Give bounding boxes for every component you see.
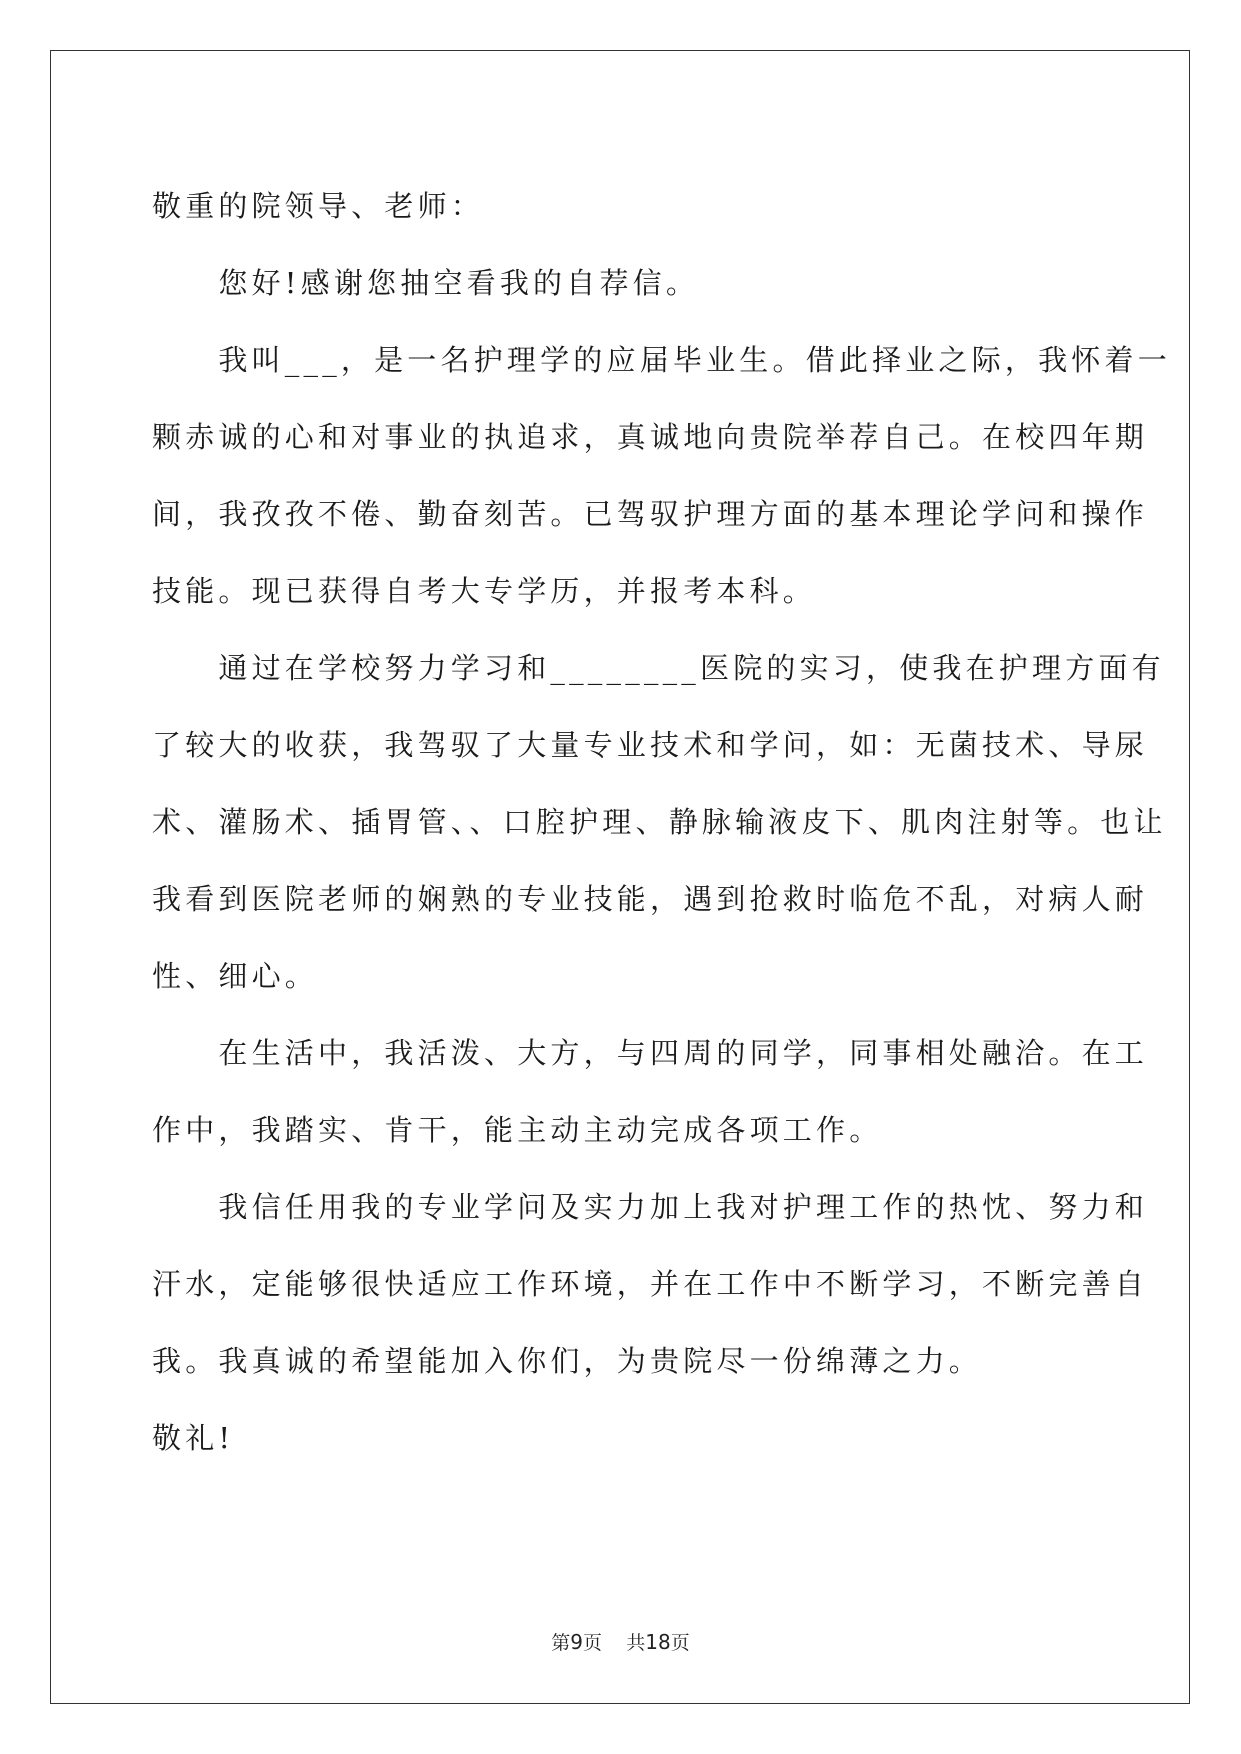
text-line: 间，我孜孜不倦、勤奋刻苦。已驾驭护理方面的基本理论学问和操作 [152, 497, 1149, 531]
text-line: 我叫___，是一名护理学的应届毕业生。借此择业之际，我怀着一 [152, 343, 1171, 377]
salutation: 敬重的院领导、老师： [152, 189, 485, 223]
text-line: 汗水，定能够很快适应工作环境，并在工作中不断学习，不断完善自 [152, 1267, 1149, 1301]
total-suffix: 页 [670, 1632, 690, 1654]
closing: 敬礼! [152, 1421, 235, 1455]
text-line: 我看到医院老师的娴熟的专业技能，遇到抢救时临危不乱，对病人耐 [152, 882, 1149, 916]
text-line: 性、细心。 [152, 959, 319, 993]
text-line: 颗赤诚的心和对事业的执追求，真诚地向贵院举荐自己。在校四年期 [152, 420, 1149, 454]
total-pages: 18 [645, 1630, 671, 1654]
page-number: 9 [570, 1630, 584, 1654]
letter-body [152, 168, 1171, 1477]
text-line: 术、灌肠术、插胃管、、口腔护理、静脉输液皮下、肌肉注射等。也让 [152, 805, 1167, 839]
text-line: 了较大的收获，我驾驭了大量专业技术和学问，如：无菌技术、导尿 [152, 728, 1149, 762]
text-line: 我。我真诚的希望能加入你们，为贵院尽一份绵薄之力。 [152, 1344, 983, 1378]
page-footer [0, 1628, 1241, 1655]
total-prefix: 共 [626, 1632, 646, 1654]
text-line: 您好!感谢您抽空看我的自荐信。 [152, 266, 700, 300]
text-line: 在生活中，我活泼、大方，与四周的同学，同事相处融洽。在工 [152, 1036, 1149, 1070]
text-line: 技能。现已获得自考大专学历，并报考本科。 [152, 574, 817, 608]
page-prefix: 第 [551, 1632, 571, 1654]
text-line: 作中，我踏实、肯干，能主动主动完成各项工作。 [152, 1113, 883, 1147]
text-line: 通过在学校努力学习和________医院的实习，使我在护理方面有 [152, 651, 1165, 685]
text-line: 我信任用我的专业学问及实力加上我对护理工作的热忱、努力和 [152, 1190, 1149, 1224]
page-suffix: 页 [583, 1632, 603, 1654]
